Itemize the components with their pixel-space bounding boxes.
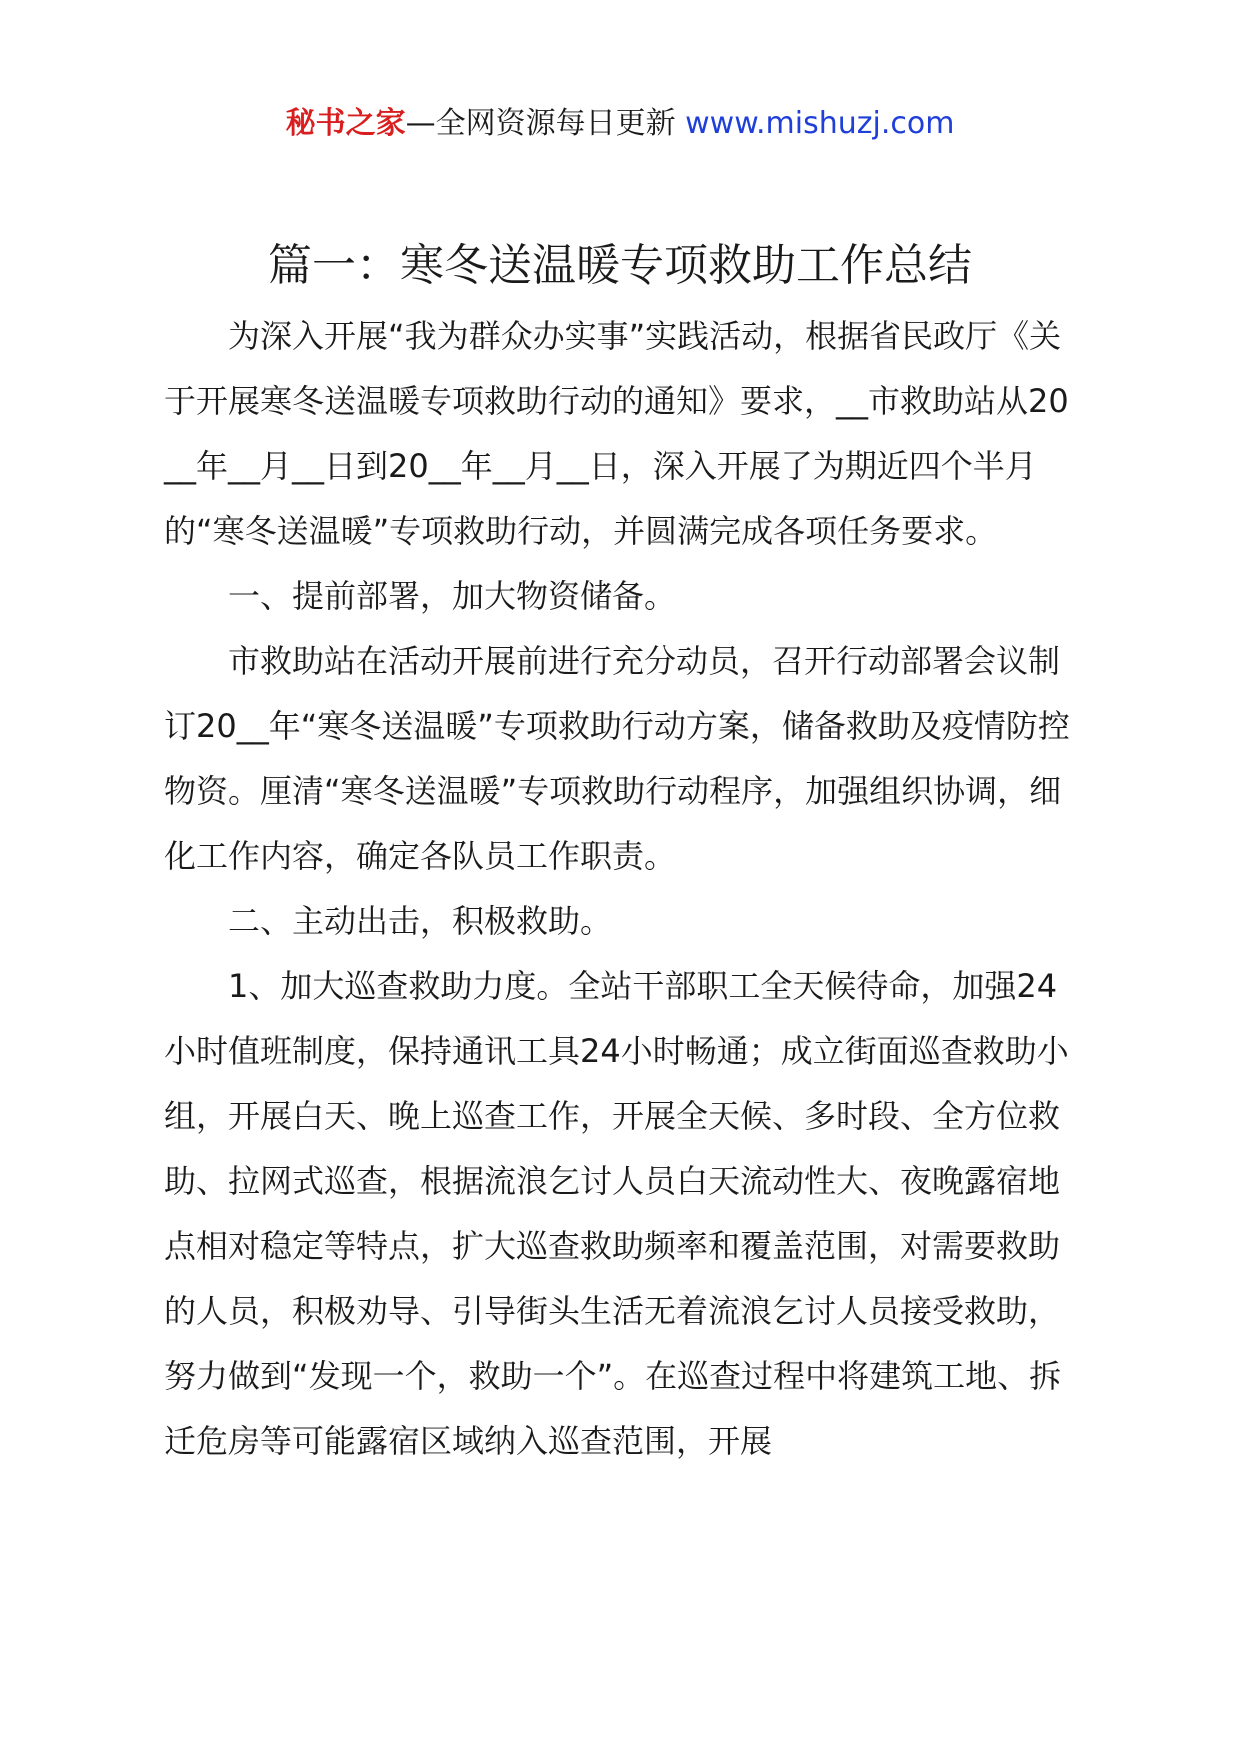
site-name: 秘书之家	[285, 106, 406, 141]
site-tagline: —全网资源每日更新	[405, 106, 676, 141]
site-header	[0, 100, 1240, 148]
section-heading-2: 二、主动出击，积极救助。	[228, 902, 613, 940]
document-title: 篇一：寒冬送温暖专项救助工作总结	[268, 240, 972, 291]
intro-paragraph: 为深入开展“我为群众办实事”实践活动，根据省民政厅《关于开展寒冬送温暖专项救助行动的通知》要求，__市救助站从20__年__月__日到20__年__月__日，深入开展了为期近四个半月的“寒冬送温暖”专项救助行动，并圆满完成各项任务要求。	[164, 317, 1069, 550]
section-1-paragraph: 市救助站在活动开展前进行充分动员，召开行动部署会议制订20__年“寒冬送温暖”专项救助行动方案，储备救助及疫情防控物资。厘清“寒冬送温暖”专项救助行动程序，加强组织协调，细化工作内容，确定各队员工作职责。	[164, 642, 1070, 875]
section-heading-1: 一、提前部署，加大物资储备。	[228, 577, 677, 615]
site-url-link[interactable]: www.mishuzj.com	[685, 106, 955, 141]
document-body	[164, 304, 1084, 1474]
section-2-item-1-paragraph: 1、加大巡查救助力度。全站干部职工全天候待命，加强24小时值班制度，保持通讯工具24小时畅通；成立街面巡查救助小组，开展白天、晚上巡查工作，开展全天候、多时段、全方位救助、拉网式巡查，根据流浪乞讨人员白天流动性大、夜晚露宿地点相对稳定等特点，扩大巡查救助频率和覆盖范围，对需要救助的人员，积极劝导、引导街头生活无着流浪乞讨人员接受救助，努力做到“发现一个，救助一个”。在巡查过程中将建筑工地、拆迁危房等可能露宿区域纳入巡查范围，开展	[164, 967, 1069, 1460]
